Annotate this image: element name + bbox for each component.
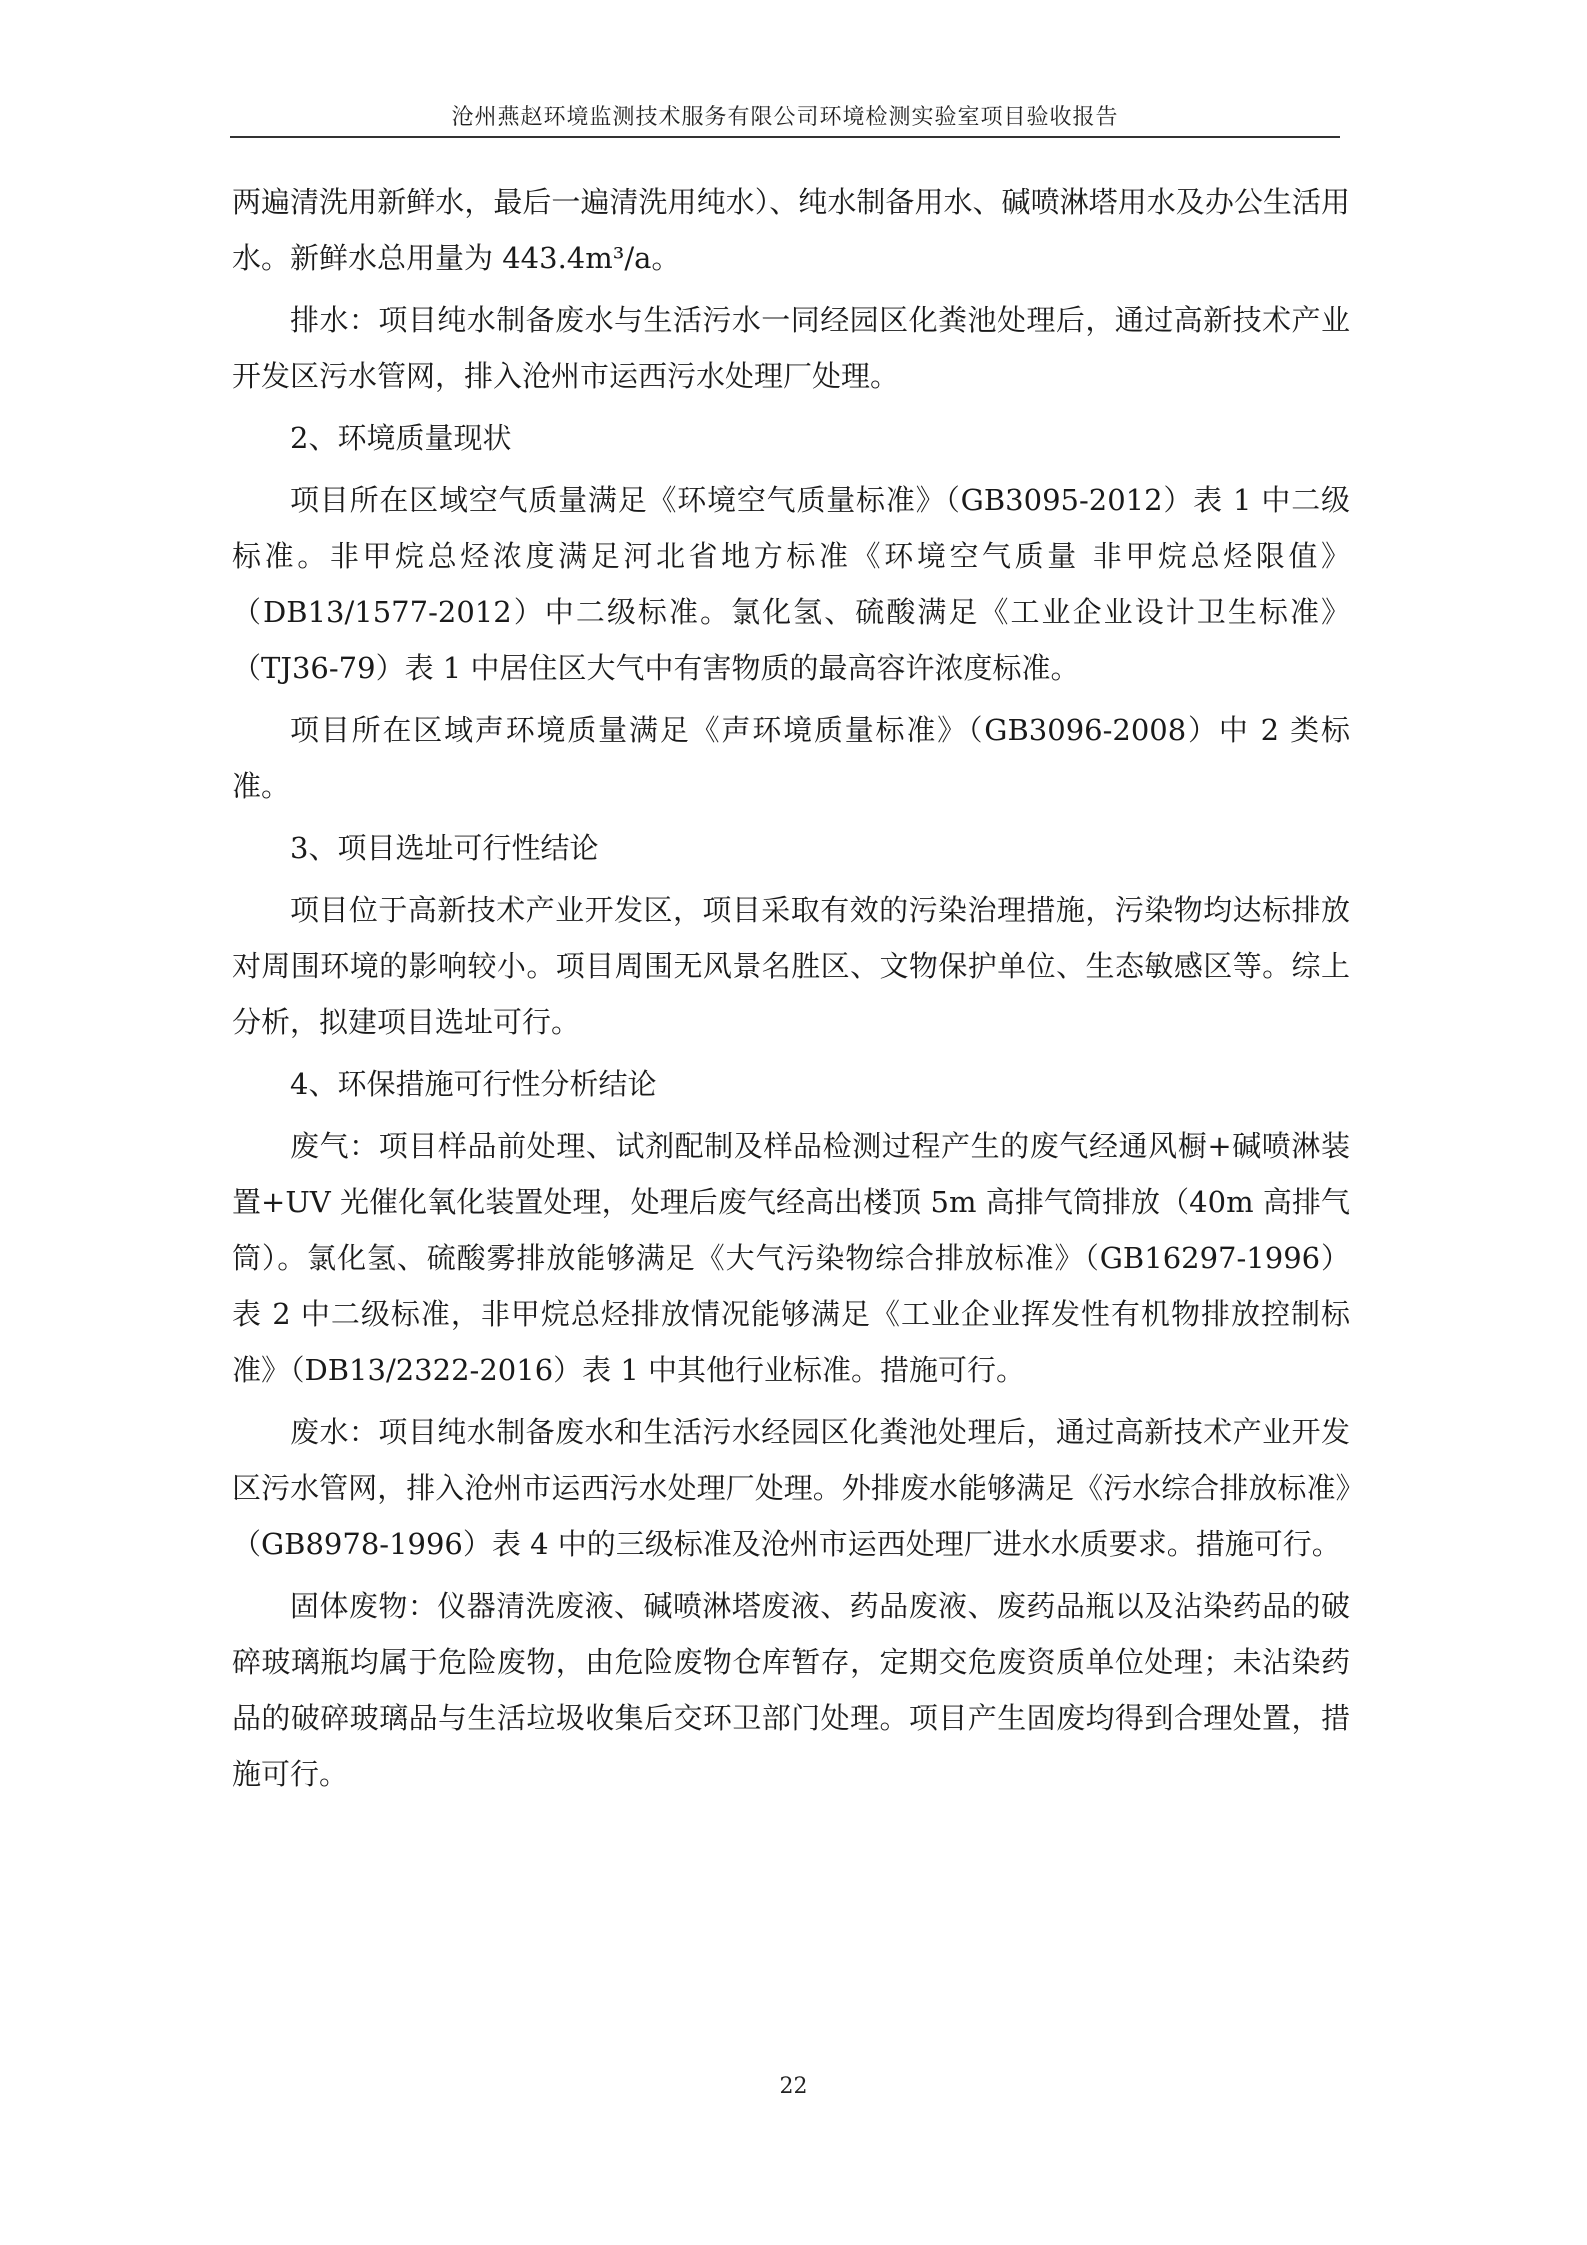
paragraph-site-feasibility: 项目位于高新技术产业开发区，项目采取有效的污染治理措施，污染物均达标排放对周围环境的影响较小。项目周围无风景名胜区、文物保护单位、生态敏感区等。综上分析，拟建项目选址可行。 [232, 893, 1350, 1039]
header-divider [230, 136, 1340, 138]
section-heading-site-feasibility: 3、项目选址可行性结论 [290, 831, 599, 865]
paragraph-waste-water: 废水：项目纯水制备废水和生活污水经园区化粪池处理后，通过高新技术产业开发区污水管网，排入沧州市运西污水处理厂处理。外排废水能够满足《污水综合排放标准》（GB8978-1996）表 4 中的三级标准及沧州市运西处理厂进水水质要求。措施可行。 [232, 1415, 1350, 1561]
section-heading-env-quality: 2、环境质量现状 [290, 421, 512, 455]
document-body [232, 174, 1350, 1808]
section-heading-measures-feasibility: 4、环保措施可行性分析结论 [290, 1067, 657, 1101]
paragraph-solid-waste: 固体废物：仪器清洗废液、碱喷淋塔废液、药品废液、废药品瓶以及沾染药品的破碎玻璃瓶均属于危险废物，由危险废物仓库暂存，定期交危废资质单位处理；未沾染药品的破碎玻璃品与生活垃圾收集后交环卫部门处理。项目产生固废均得到合理处置，措施可行。 [232, 1589, 1350, 1791]
paragraph-water-use-cont: 两遍清洗用新鲜水，最后一遍清洗用纯水）、纯水制备用水、碱喷淋塔用水及办公生活用水。新鲜水总用量为 443.4m³/a。 [232, 185, 1350, 275]
paragraph-drainage: 排水：项目纯水制备废水与生活污水一同经园区化粪池处理后，通过高新技术产业开发区污水管网，排入沧州市运西污水处理厂处理。 [232, 303, 1350, 393]
page-number: 22 [779, 2074, 808, 2099]
paragraph-acoustic-quality: 项目所在区域声环境质量满足《声环境质量标准》（GB3096-2008）中 2 类标准。 [232, 713, 1350, 803]
paragraph-air-quality: 项目所在区域空气质量满足《环境空气质量标准》（GB3095-2012）表 1 中二级标准。非甲烷总烃浓度满足河北省地方标准《环境空气质量 非甲烷总烃限值》（DB13/1577-2012）中二级标准。氯化氢、硫酸满足《工业企业设计卫生标准》（TJ36-79）表 1 中居住区大气中有害物质的最高容许浓度标准。 [232, 483, 1350, 685]
paragraph-waste-gas: 废气：项目样品前处理、试剂配制及样品检测过程产生的废气经通风橱+碱喷淋装置+UV 光催化氧化装置处理，处理后废气经高出楼顶 5m 高排气筒排放（40m 高排气筒）。氯化氢、硫酸雾排放能够满足《大气污染物综合排放标准》（GB16297-1996）表 2 中二级标准，非甲烷总烃排放情况能够满足《工业企业挥发性有机物排放控制标准》（DB13/2322-2016）表 1 中其他行业标准。措施可行。 [232, 1129, 1350, 1387]
page-header-title: 沧州燕赵环境监测技术服务有限公司环境检测实验室项目验收报告 [451, 105, 1119, 130]
